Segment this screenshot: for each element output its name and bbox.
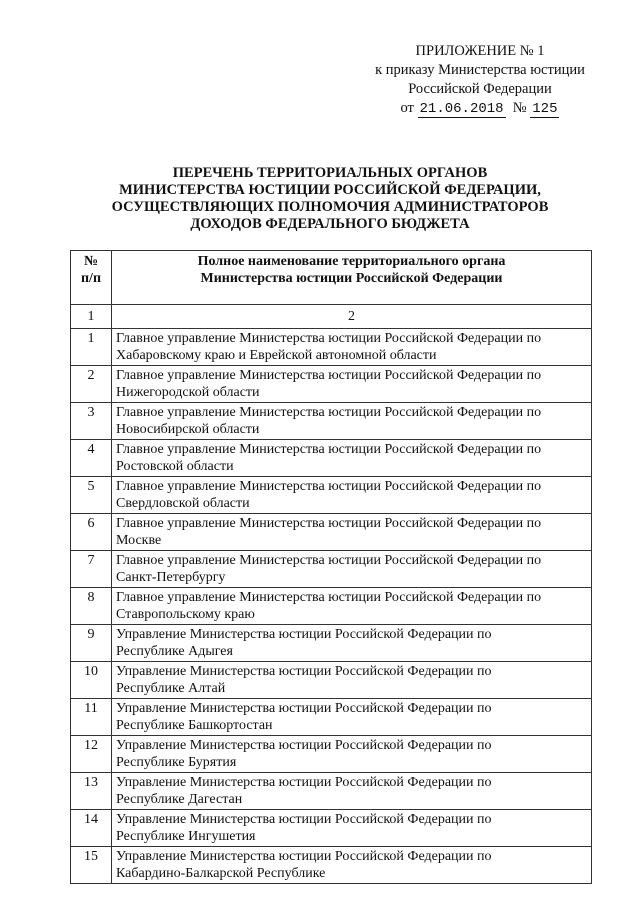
- organ-name-line: Главное управление Министерства юстиции Российской Федерации по: [116, 442, 542, 457]
- order-date: 21.06.2018: [419, 101, 504, 117]
- organ-name: [112, 736, 592, 773]
- title-line: МИНИСТЕРСТВА ЮСТИЦИИ РОССИЙСКОЙ ФЕДЕРАЦИИ,: [119, 182, 541, 198]
- column-index: 2: [112, 305, 592, 329]
- appendix-federation: Российской Федерации: [408, 81, 552, 97]
- title-line: ПЕРЕЧЕНЬ ТЕРРИТОРИАЛЬНЫХ ОРГАНОВ: [172, 165, 488, 181]
- table-row: [71, 810, 592, 847]
- organ-name-line: Республике Бурятия: [116, 755, 237, 770]
- organ-name: [112, 847, 592, 884]
- title-line: ОСУЩЕСТВЛЯЮЩИХ ПОЛНОМОЧИЯ АДМИНИСТРАТОРОВ: [111, 199, 549, 215]
- row-number: 3: [71, 403, 112, 440]
- organ-name-line: Нижегородской области: [116, 385, 260, 400]
- table-row: [71, 329, 592, 366]
- table-row: [71, 551, 592, 588]
- organs-table: [70, 250, 592, 884]
- organ-name-line: Главное управление Министерства юстиции Российской Федерации по: [116, 331, 542, 346]
- table-row: [71, 847, 592, 884]
- organ-name-line: Главное управление Министерства юстиции Российской Федерации по: [116, 516, 542, 531]
- organ-name-line: Ставропольскому краю: [116, 607, 255, 622]
- table-row: [71, 736, 592, 773]
- organ-name: [112, 514, 592, 551]
- organ-name: [112, 440, 592, 477]
- organ-name: [112, 662, 592, 699]
- row-number: 10: [71, 662, 112, 699]
- organ-name-line: Республике Алтай: [116, 681, 226, 696]
- organ-name-line: Новосибирской области: [116, 422, 260, 437]
- row-number: 1: [71, 329, 112, 366]
- organ-name-line: Главное управление Министерства юстиции Российской Федерации по: [116, 368, 542, 383]
- table-row: [71, 662, 592, 699]
- organ-name-line: Республике Ингушетия: [116, 829, 256, 844]
- row-number: 5: [71, 477, 112, 514]
- appendix-order-ref: к приказу Министерства юстиции: [375, 62, 585, 78]
- organ-name-line: Главное управление Министерства юстиции Российской Федерации по: [116, 405, 542, 420]
- header-num: [71, 251, 112, 305]
- organ-name-line: Управление Министерства юстиции Российской Федерации по: [116, 627, 492, 642]
- table-row: [71, 588, 592, 625]
- organ-name: [112, 773, 592, 810]
- title-line: ДОХОДОВ ФЕДЕРАЛЬНОГО БЮДЖЕТА: [190, 216, 470, 232]
- organ-name: [112, 329, 592, 366]
- organ-name-line: Санкт-Петербургу: [116, 570, 226, 585]
- column-index-row: [71, 305, 592, 329]
- organ-name: [112, 625, 592, 662]
- appendix-date-line: [360, 99, 600, 119]
- organ-name: [112, 588, 592, 625]
- organ-name-line: Свердловской области: [116, 496, 250, 511]
- organ-name-line: Управление Министерства юстиции Российской Федерации по: [116, 849, 492, 864]
- organ-name: [112, 403, 592, 440]
- table-header-row: [71, 251, 592, 305]
- row-number: 11: [71, 699, 112, 736]
- row-number: 12: [71, 736, 112, 773]
- header-name-line: Полное наименование территориального органа: [197, 254, 506, 269]
- organ-name-line: Москве: [116, 533, 162, 548]
- organ-name-line: Управление Министерства юстиции Российской Федерации по: [116, 812, 492, 827]
- table-row: [71, 477, 592, 514]
- table-row: [71, 403, 592, 440]
- organ-name-line: Управление Министерства юстиции Российской Федерации по: [116, 775, 492, 790]
- header-name-line: Министерства юстиции Российской Федерации: [200, 271, 503, 286]
- organ-name-line: Республике Адыгея: [116, 644, 233, 659]
- table-row: [71, 440, 592, 477]
- organ-name-line: Ростовской области: [116, 459, 234, 474]
- row-number: 9: [71, 625, 112, 662]
- organ-name: [112, 366, 592, 403]
- organ-name-line: Республике Башкортостан: [116, 718, 273, 733]
- row-number: 8: [71, 588, 112, 625]
- document-title: [60, 165, 600, 233]
- organ-name-line: Главное управление Министерства юстиции Российской Федерации по: [116, 590, 542, 605]
- table-row: [71, 773, 592, 810]
- organ-name-line: Управление Министерства юстиции Российской Федерации по: [116, 701, 492, 716]
- header-num-line: №: [83, 254, 99, 269]
- row-number: 13: [71, 773, 112, 810]
- organ-name: [112, 477, 592, 514]
- table-row: [71, 514, 592, 551]
- row-number: 2: [71, 366, 112, 403]
- row-number: 15: [71, 847, 112, 884]
- organ-name-line: Хабаровскому краю и Еврейской автономной области: [116, 348, 437, 363]
- date-prefix: от: [400, 100, 414, 116]
- organ-name: [112, 551, 592, 588]
- organ-name-line: Главное управление Министерства юстиции Российской Федерации по: [116, 553, 542, 568]
- row-number: 14: [71, 810, 112, 847]
- organ-name-line: Главное управление Министерства юстиции Российской Федерации по: [116, 479, 542, 494]
- row-number: 4: [71, 440, 112, 477]
- column-index: 1: [71, 305, 112, 329]
- organ-name: [112, 699, 592, 736]
- header-num-line: п/п: [80, 271, 102, 286]
- table-row: [71, 366, 592, 403]
- appendix-heading: ПРИЛОЖЕНИЕ № 1: [415, 43, 545, 59]
- organ-name-line: Управление Министерства юстиции Российской Федерации по: [116, 664, 492, 679]
- row-number: 6: [71, 514, 112, 551]
- organ-name-line: Управление Министерства юстиции Российской Федерации по: [116, 738, 492, 753]
- appendix-block: [360, 42, 600, 119]
- organ-name-line: Республике Дагестан: [116, 792, 243, 807]
- table-row: [71, 699, 592, 736]
- organ-name: [112, 810, 592, 847]
- row-number: 7: [71, 551, 112, 588]
- table-row: [71, 625, 592, 662]
- header-name: [112, 251, 592, 305]
- number-prefix: №: [512, 100, 527, 116]
- order-number: 125: [532, 101, 558, 117]
- organ-name-line: Кабардино-Балкарской Республике: [116, 866, 326, 881]
